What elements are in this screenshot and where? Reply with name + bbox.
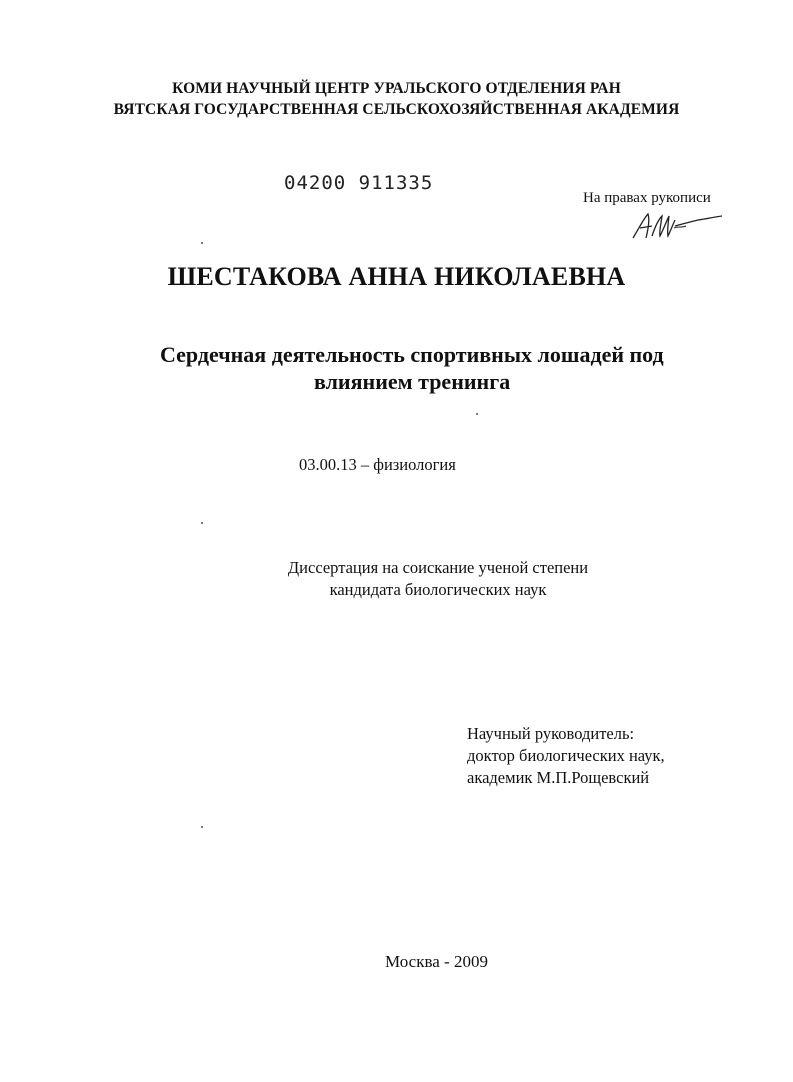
institution-line-1: КОМИ НАУЧНЫЙ ЦЕНТР УРАЛЬСКОГО ОТДЕЛЕНИЯ РАН — [172, 80, 621, 97]
supervisor-label: Научный руководитель: — [467, 724, 635, 743]
title-line-2: влиянием тренинга — [314, 369, 511, 394]
rights-note: На правах рукописи — [583, 190, 711, 206]
specialty-code: 03.00.13 – физиология — [299, 455, 456, 474]
scan-speck — [476, 413, 478, 415]
place-year: Москва - 2009 — [385, 952, 488, 971]
supervisor-name: академик М.П.Рощевский — [467, 768, 650, 787]
scan-speck — [201, 242, 203, 244]
scan-speck — [201, 826, 203, 828]
supervisor-degree: доктор биологических наук, — [467, 746, 665, 765]
title-line-1: Сердечная деятельность спортивных лошадей под — [160, 342, 664, 367]
scan-speck — [201, 522, 203, 524]
signature-image — [630, 208, 725, 244]
degree-line-2: кандидата биологических наук — [329, 580, 547, 599]
author-name: ШЕСТАКОВА АННА НИКОЛАЕВНА — [167, 262, 626, 291]
degree-line-1: Диссертация на соискание ученой степени — [287, 558, 589, 577]
institution-line-2: ВЯТСКАЯ ГОСУДАРСТВЕННАЯ СЕЛЬСКОХОЗЯЙСТВЕННАЯ АКАДЕМИЯ — [113, 101, 680, 118]
registration-number: 04200 911335 — [284, 172, 434, 194]
